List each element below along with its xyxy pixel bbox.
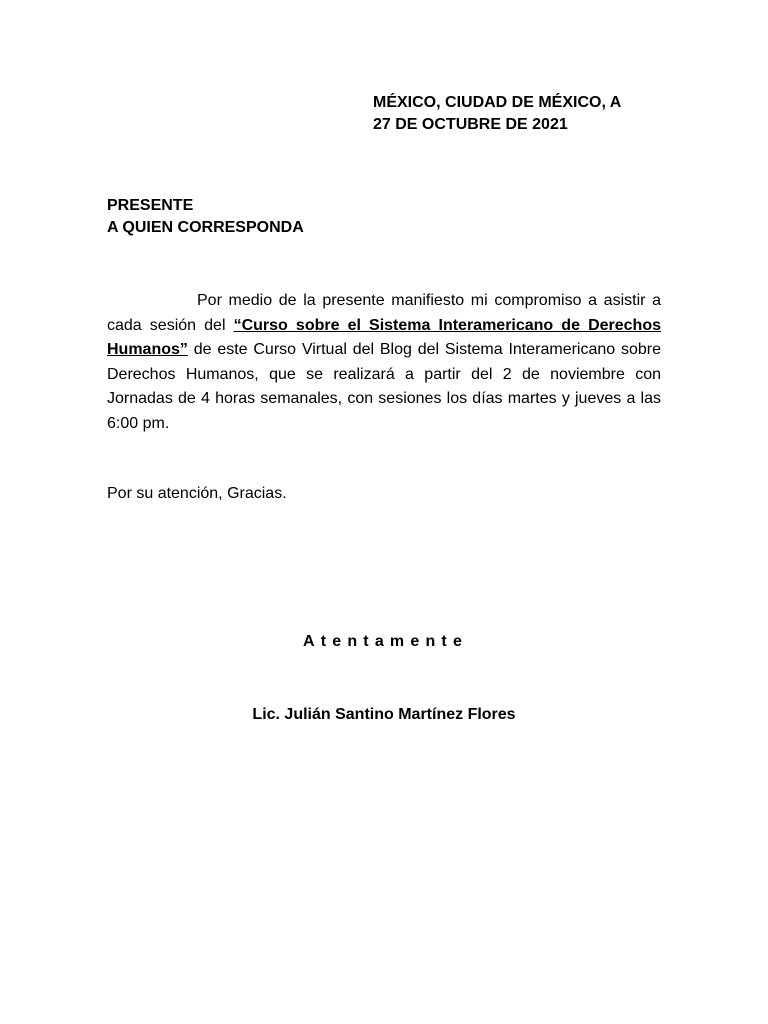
course-title: “Curso sobre el Sistema Interamericano de Derechos Humanos”	[107, 316, 661, 358]
date-line: 27 DE OCTUBRE DE 2021	[373, 116, 568, 133]
body-text-before: Por medio de la presente manifiesto mi compromiso a asistir a cada sesión del	[107, 292, 661, 334]
addressee-recipient: A QUIEN CORRESPONDA	[107, 219, 304, 236]
addressee-block	[107, 195, 304, 239]
valediction: Atentamente	[302, 633, 469, 650]
closing-line: Por su atención, Gracias.	[107, 485, 287, 502]
date-place-block	[373, 92, 621, 136]
addressee-presente: PRESENTE	[107, 197, 194, 214]
body-text-after: de este Curso Virtual del Blog del Sistema Interamericano sobre Derechos Humanos, que se realizará a partir del 2 de noviembre con Jornadas de 4 horas semanales, con sesiones los días martes y jueves a las 6:00 pm.	[107, 341, 661, 432]
signatory-name: Lic. Julián Santino Martínez Flores	[252, 706, 516, 723]
date-place-line: MÉXICO, CIUDAD DE MÉXICO, A	[373, 94, 622, 111]
letter-body-paragraph	[107, 289, 661, 436]
